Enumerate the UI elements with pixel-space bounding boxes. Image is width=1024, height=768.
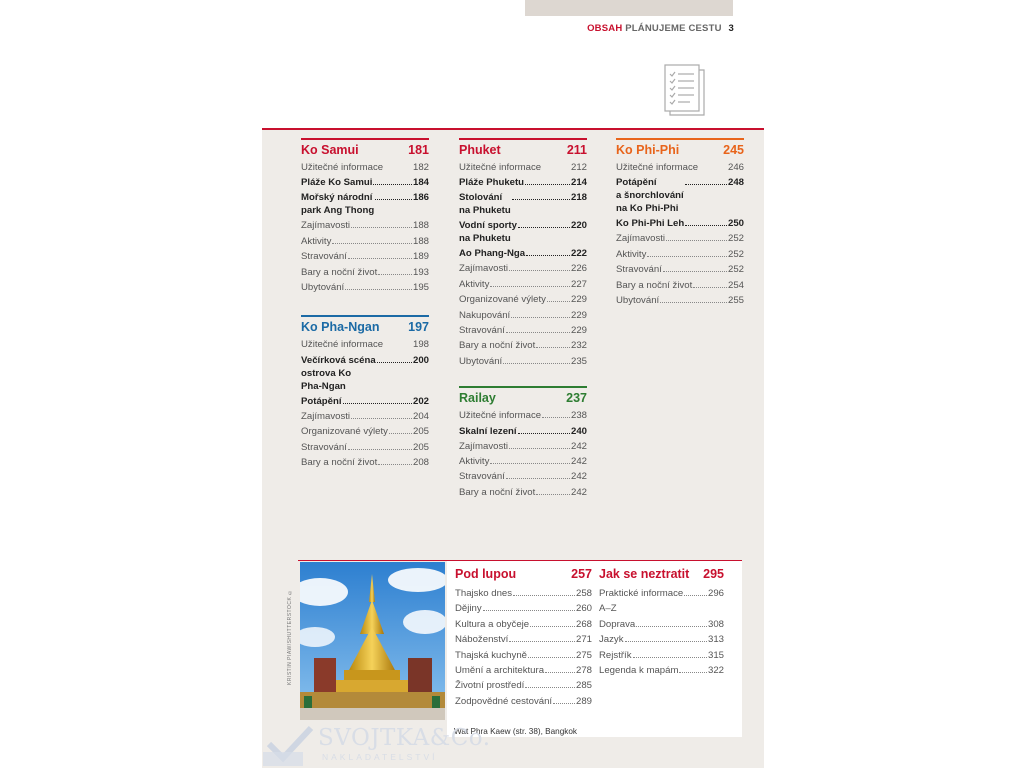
toc-entry-page: 220 (570, 220, 587, 232)
toc-entry-page: 205 (412, 441, 429, 453)
toc-entry-label: Aktivity (459, 456, 490, 468)
toc-entry[interactable] (301, 440, 429, 455)
toc-entry-label: Náboženství (455, 634, 509, 646)
toc-leader-dots (490, 463, 570, 464)
toc-entry-label: Organizované výlety (459, 294, 546, 306)
section-page-number: 237 (566, 391, 587, 406)
toc-entry[interactable] (301, 265, 429, 280)
toc-entry[interactable] (459, 439, 587, 454)
toc-entry[interactable] (616, 231, 744, 246)
toc-entry-page: 184 (412, 177, 429, 189)
toc-entry-label: Umění a architektura (455, 665, 545, 677)
toc-leader-dots (351, 227, 412, 228)
toc-leader-dots (389, 433, 412, 434)
toc-entry[interactable] (301, 218, 429, 233)
toc-entry[interactable] (616, 175, 744, 216)
section-phuket (459, 138, 587, 369)
toc-leader-dots (530, 626, 575, 627)
toc-entry-page: 227 (570, 278, 587, 290)
section-page-number: 181 (408, 143, 429, 157)
toc-entry[interactable] (301, 353, 429, 394)
toc-entry-page: 238 (570, 410, 587, 422)
toc-entry-label: Aktivity (301, 235, 332, 247)
toc-entry-page: 271 (575, 634, 592, 646)
toc-leader-dots (545, 672, 575, 673)
toc-entry-label: Ubytování (459, 355, 503, 367)
running-head-section: OBSAH (587, 23, 623, 34)
toc-entry-page: 252 (727, 264, 744, 276)
section-heading[interactable] (599, 567, 724, 581)
toc-entry-label: Zodpovědné cestování (455, 695, 553, 707)
toc-entry[interactable] (459, 218, 587, 246)
toc-entry[interactable] (455, 694, 592, 709)
toc-entry-page: 205 (412, 426, 429, 438)
section-heading[interactable] (616, 138, 744, 157)
toc-entry-label: Bary a noční život (459, 340, 536, 352)
toc-leader-dots (490, 286, 570, 287)
toc-entry-label: Užitečné informace (616, 162, 699, 173)
toc-leader-dots (542, 417, 570, 418)
toc-entry-label: Bary a noční život (301, 266, 378, 278)
toc-entry-page: 268 (575, 618, 592, 630)
toc-entry-label: Nakupování (459, 309, 511, 321)
toc-entry[interactable] (455, 601, 592, 616)
section-page-number: 295 (703, 567, 724, 581)
toc-entry-page: 260 (575, 603, 592, 615)
toc-entry[interactable] (459, 308, 587, 323)
toc-entry-label: Životní prostředí (455, 680, 525, 692)
toc-entry[interactable] (616, 160, 744, 175)
toc-entry[interactable] (301, 190, 429, 218)
toc-entry-page: 322 (707, 665, 724, 677)
toc-entry-page: 242 (570, 486, 587, 498)
section-title: Ko Pha-Ngan (301, 320, 380, 335)
publisher-name: SVOJTKA&Co. (318, 725, 491, 751)
toc-entry-label: Vodní sporty na Phuketu (459, 220, 517, 245)
toc-leader-dots (351, 418, 412, 419)
publisher-sub: NAKLADATELSTVÍ (322, 752, 438, 762)
toc-leader-dots (483, 610, 575, 611)
toc-entry-page: 313 (707, 634, 724, 646)
running-head-subsection: PLÁNUJEME CESTU (625, 23, 722, 34)
toc-entry[interactable] (455, 663, 592, 678)
toc-entry-page: 193 (412, 266, 429, 278)
toc-leader-dots (526, 255, 570, 256)
toc-entry[interactable] (459, 292, 587, 307)
toc-entry-page: 208 (412, 457, 429, 469)
toc-leader-dots (348, 449, 412, 450)
toc-leader-dots (378, 464, 412, 465)
toc-entry-page: 214 (570, 177, 587, 189)
toc-entry-page: 204 (412, 410, 429, 422)
section-title: Ko Phi-Phi (616, 143, 680, 157)
toc-entry[interactable] (459, 454, 587, 469)
toc-leader-dots (378, 274, 412, 275)
toc-entry-page: 252 (727, 248, 744, 260)
toc-entry[interactable] (459, 160, 587, 175)
toc-entry[interactable] (616, 278, 744, 293)
toc-entry-page: 188 (412, 235, 429, 247)
toc-entry-label: Thajská kuchyně (455, 649, 527, 661)
toc-leader-dots (536, 347, 570, 348)
toc-leader-dots (666, 240, 727, 241)
toc-entry-label: Zajímavosti (459, 263, 509, 275)
toc-entry-page: 250 (727, 218, 744, 230)
toc-entry[interactable] (455, 586, 592, 601)
section-page-number: 257 (571, 567, 592, 581)
toc-leader-dots (684, 595, 707, 596)
toc-entry[interactable] (459, 246, 587, 261)
toc-entry-page: 229 (570, 325, 587, 337)
page-number: 3 (728, 23, 734, 34)
toc-leader-dots (512, 199, 570, 200)
toc-entry-label: Bary a noční život (459, 486, 536, 498)
toc-entry-label: Rejstřík (599, 649, 632, 661)
toc-leader-dots (373, 184, 412, 185)
toc-entry-label: Ao Phang-Nga (459, 248, 526, 260)
toc-entry-label: Bary a noční život (301, 457, 378, 469)
section-ko-pha-ngan (301, 315, 429, 470)
toc-entry[interactable] (616, 216, 744, 231)
toc-entry-label: Stravování (459, 471, 505, 483)
toc-entry[interactable] (455, 648, 592, 663)
toc-entry[interactable] (616, 262, 744, 277)
toc-entry-label: Legenda k mapám (599, 665, 679, 677)
toc-leader-dots (525, 184, 570, 185)
toc-entry-label: Zajímavosti (301, 410, 351, 422)
toc-leader-dots (509, 270, 570, 271)
toc-leader-dots (660, 302, 727, 303)
toc-entry-page: 242 (570, 471, 587, 483)
toc-entry-label: Stravování (616, 264, 662, 276)
toc-entry[interactable] (459, 485, 587, 500)
toc-entry[interactable] (301, 424, 429, 439)
toc-entry[interactable] (459, 338, 587, 353)
toc-entry-page: 275 (575, 649, 592, 661)
toc-leader-dots (663, 271, 727, 272)
toc-entry-label: Skalní lezení (459, 425, 517, 437)
toc-leader-dots (636, 626, 707, 627)
toc-entry-label: Zajímavosti (301, 220, 351, 232)
section-title: Pod lupou (455, 567, 517, 581)
toc-entry-page: 182 (412, 162, 429, 173)
toc-entry-label: Užitečné informace (459, 410, 542, 422)
toc-entry-page: 235 (570, 355, 587, 367)
toc-leader-dots (506, 478, 570, 479)
toc-entry[interactable] (599, 632, 724, 647)
toc-entry-label: Ubytování (616, 295, 660, 307)
toc-entry-label: Stravování (459, 325, 505, 337)
section-page-number: 245 (723, 143, 744, 157)
toc-entry-label: Praktické informace A–Z (599, 588, 684, 615)
toc-entry-page: 289 (575, 695, 592, 707)
section-pod-lupou (455, 567, 592, 709)
toc-entry-label: Jazyk (599, 634, 624, 646)
header-divider (262, 128, 764, 130)
toc-entry[interactable] (301, 455, 429, 470)
toc-entry-page: 278 (575, 665, 592, 677)
toc-leader-dots (348, 258, 412, 259)
toc-entry-page: 242 (570, 440, 587, 452)
toc-entry[interactable] (459, 469, 587, 484)
toc-entry-page: 229 (570, 294, 587, 306)
toc-entry[interactable] (599, 617, 724, 632)
toc-entry-page: 189 (412, 251, 429, 263)
temple-photo (300, 562, 445, 720)
section-heading[interactable] (301, 138, 429, 157)
toc-entry-label: Užitečné informace (459, 162, 542, 173)
toc-entry-label: Dějiny (455, 603, 482, 615)
toc-leader-dots (377, 362, 412, 363)
toc-entry-label: Kultura a obyčeje (455, 618, 530, 630)
toc-entry[interactable] (301, 337, 429, 352)
running-head (587, 23, 734, 34)
toc-entry-label: Užitečné informace (301, 339, 384, 351)
toc-entry-label: Thajsko dnes (455, 588, 513, 599)
section-ko-phi-phi (616, 138, 744, 308)
toc-leader-dots (693, 287, 727, 288)
section-page-number: 211 (566, 143, 587, 157)
toc-entry-page: 246 (727, 162, 744, 173)
toc-entry[interactable] (599, 663, 724, 678)
toc-entry-label: Pláže Ko Samui (301, 177, 373, 189)
toc-entry[interactable] (455, 617, 592, 632)
photo-caption: Wat Phra Kaew (str. 38), Bangkok (454, 727, 578, 736)
document-checklist-icon (664, 64, 706, 116)
toc-entry-label: Potápění a šnorchlování na Ko Phi-Phi (616, 177, 684, 215)
toc-leader-dots (547, 301, 570, 302)
toc-entry-label: Stravování (301, 441, 347, 453)
toc-column-2 (459, 138, 587, 520)
section-title: Ko Samui (301, 143, 359, 157)
section-title: Jak se neztratit (599, 567, 690, 581)
toc-entry-page: 252 (727, 233, 744, 245)
toc-entry[interactable] (459, 424, 587, 439)
toc-entry-label: Organizované výlety (301, 426, 388, 438)
toc-entry-page: 296 (707, 588, 724, 599)
toc-leader-dots (345, 289, 412, 290)
toc-leader-dots (625, 641, 707, 642)
toc-entry-label: Zajímavosti (459, 440, 509, 452)
section-title: Railay (459, 391, 496, 406)
toc-leader-dots (513, 595, 575, 596)
toc-column-3 (616, 138, 744, 328)
section-heading[interactable] (459, 386, 587, 405)
toc-entry-page: 254 (727, 279, 744, 291)
section-heading[interactable] (455, 567, 592, 581)
toc-entry-page: 240 (570, 425, 587, 437)
toc-entry[interactable] (599, 586, 724, 617)
toc-entry[interactable] (301, 280, 429, 295)
toc-entry-page: 255 (727, 295, 744, 307)
toc-leader-dots (553, 703, 575, 704)
toc-leader-dots (647, 256, 727, 257)
toc-entry-label: Pláže Phuketu (459, 177, 525, 189)
toc-leader-dots (509, 448, 570, 449)
section-title: Phuket (459, 143, 501, 157)
toc-entry[interactable] (455, 678, 592, 693)
toc-entry[interactable] (301, 409, 429, 424)
section-heading[interactable] (301, 315, 429, 334)
toc-entry-page: 198 (412, 339, 429, 351)
toc-entry[interactable] (459, 277, 587, 292)
toc-entry-label: Stravování (301, 251, 347, 263)
toc-entry[interactable] (616, 293, 744, 308)
toc-entry-page: 195 (412, 282, 429, 294)
toc-entry-label: Večírková scéna ostrova Ko Pha-Ngan (301, 354, 376, 392)
toc-leader-dots (528, 657, 575, 658)
toc-entry[interactable] (459, 354, 587, 369)
toc-entry[interactable] (301, 175, 429, 190)
toc-entry-label: Ubytování (301, 282, 345, 294)
toc-leader-dots (506, 332, 570, 333)
toc-entry-label: Stolování na Phuketu (459, 192, 511, 217)
section-heading[interactable] (459, 138, 587, 157)
toc-entry-page: 232 (570, 340, 587, 352)
toc-entry[interactable] (301, 249, 429, 264)
toc-leader-dots (536, 494, 570, 495)
toc-column-1 (301, 138, 429, 490)
toc-entry[interactable] (459, 323, 587, 338)
section-ko-samui (301, 138, 429, 295)
toc-leader-dots (332, 243, 412, 244)
toc-column-pod-lupou (455, 567, 592, 729)
toc-entry[interactable] (616, 247, 744, 262)
top-color-bar (525, 0, 733, 16)
toc-entry-label: Užitečné informace (301, 162, 384, 173)
toc-entry-label: Aktivity (459, 278, 490, 290)
toc-entry-page: 226 (570, 263, 587, 275)
toc-entry-page: 258 (575, 588, 592, 599)
toc-leader-dots (685, 225, 727, 226)
toc-leader-dots (503, 363, 570, 364)
toc-entry-page: 212 (570, 162, 587, 173)
toc-entry[interactable] (301, 160, 429, 175)
section-jak-se-neztratit (599, 567, 724, 678)
toc-leader-dots (525, 687, 575, 688)
toc-entry-label: Zajímavosti (616, 233, 666, 245)
toc-entry-page: 285 (575, 680, 592, 692)
toc-entry-page: 308 (707, 618, 724, 630)
toc-entry[interactable] (459, 190, 587, 218)
toc-entry-page: 222 (570, 248, 587, 260)
toc-leader-dots (518, 433, 570, 434)
toc-entry-page: 200 (412, 354, 429, 366)
toc-leader-dots (518, 227, 570, 228)
toc-leader-dots (511, 317, 570, 318)
toc-entry-page: 202 (412, 395, 429, 407)
toc-entry[interactable] (459, 408, 587, 423)
toc-entry-page: 229 (570, 309, 587, 321)
toc-entry-label: Mořský národní park Ang Thong (301, 192, 375, 217)
toc-leader-dots (343, 403, 412, 404)
toc-entry-page: 242 (570, 456, 587, 468)
toc-entry[interactable] (301, 394, 429, 409)
toc-leader-dots (633, 657, 707, 658)
toc-column-jak-se-neztratit (599, 567, 724, 698)
toc-entry-page: 218 (570, 192, 587, 204)
toc-entry[interactable] (599, 648, 724, 663)
section-railay (459, 386, 587, 500)
toc-entry-label: Aktivity (616, 248, 647, 260)
toc-entry[interactable] (459, 261, 587, 276)
toc-entry-page: 186 (412, 192, 429, 204)
toc-entry[interactable] (459, 175, 587, 190)
toc-leader-dots (685, 184, 727, 185)
toc-entry-page: 188 (412, 220, 429, 232)
toc-entry[interactable] (455, 632, 592, 647)
toc-entry[interactable] (301, 234, 429, 249)
toc-leader-dots (679, 672, 707, 673)
toc-leader-dots (375, 199, 412, 200)
toc-entry-page: 315 (707, 649, 724, 661)
toc-entry-label: Potápění (301, 395, 342, 407)
toc-entry-label: Bary a noční život (616, 279, 693, 291)
toc-leader-dots (509, 641, 575, 642)
toc-entry-label: Ko Phi-Phi Leh (616, 218, 685, 230)
photo-credit: KRISTIN PIAW/SHUTTERSTOCK © (287, 588, 293, 685)
section-page-number: 197 (408, 320, 429, 335)
toc-entry-label: Doprava (599, 618, 636, 630)
toc-entry-page: 248 (727, 177, 744, 189)
